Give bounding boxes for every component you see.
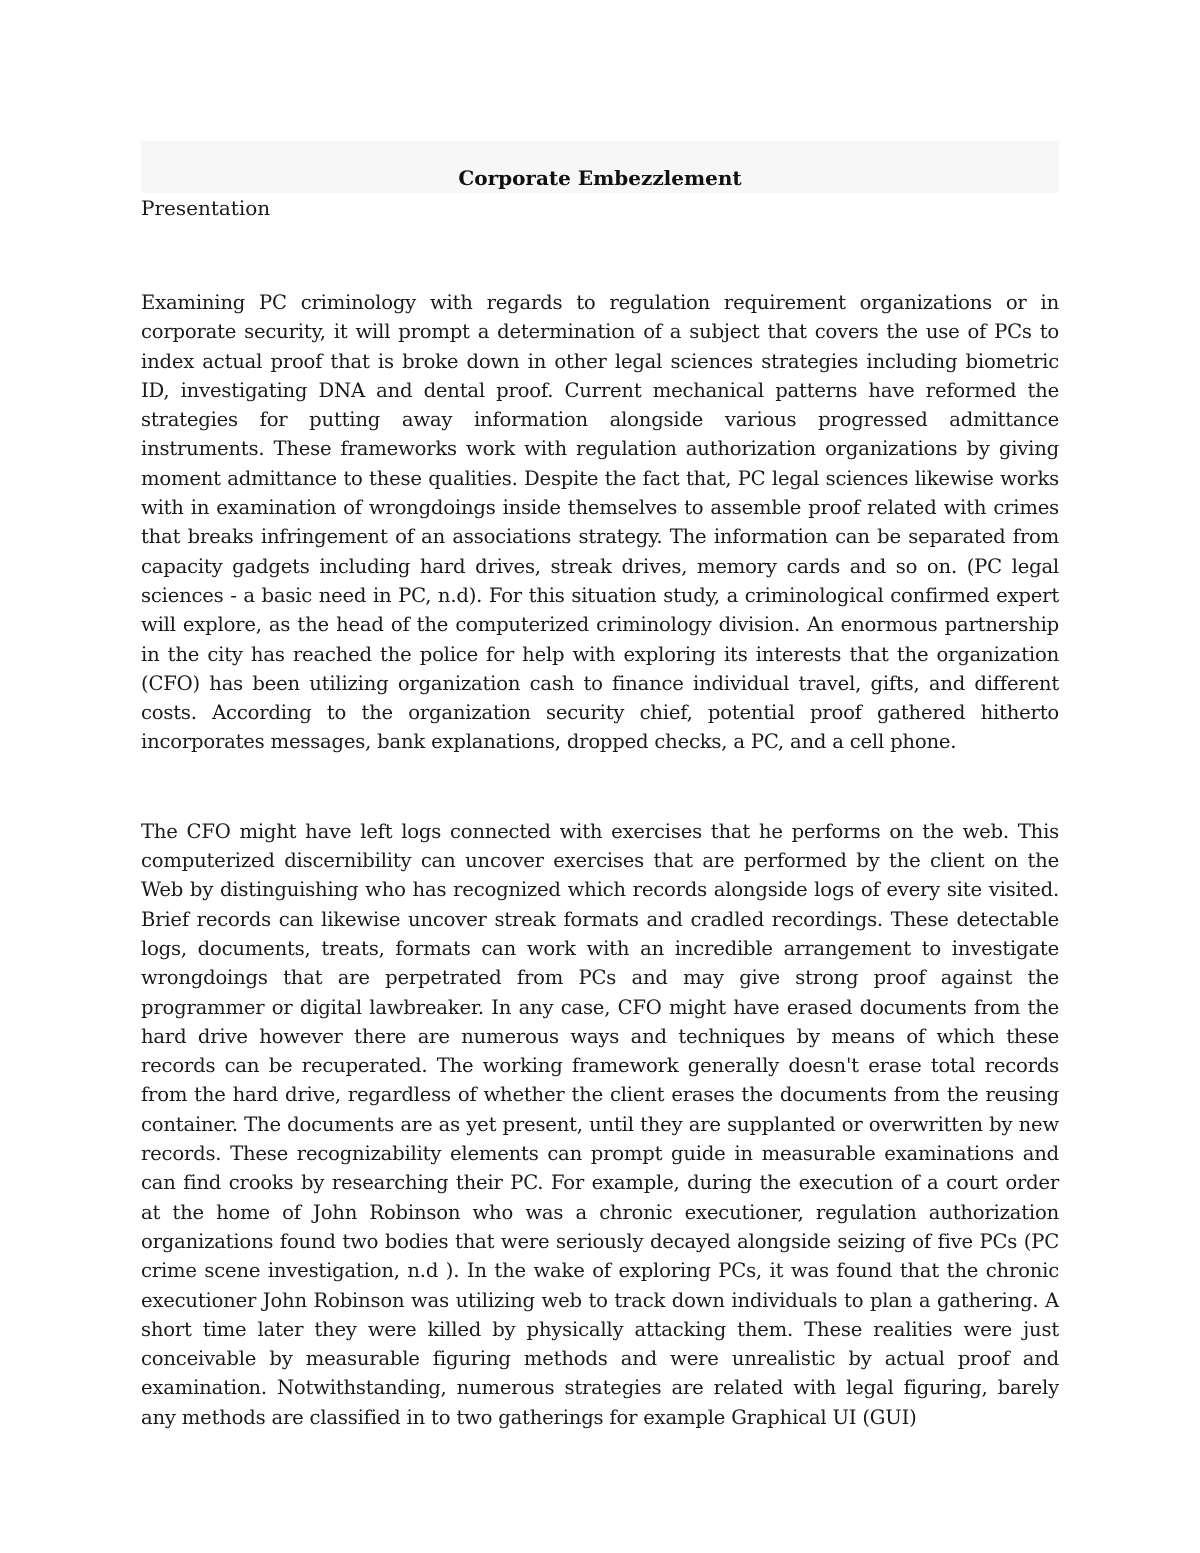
paragraph-1: Examining PC criminology with regards to regulation requirement organizations or in corporate security, it will prompt a determination of a subject that covers the use of PCs to index actual proof that is broke down in other legal sciences strategies including biometric ID, investigating DNA and dental proof. Current mechanical patterns have reformed the strategies for putting away information alongside various progressed admittance instruments. These frameworks work with regulation authorization organizations by giving moment admittance to these qualities. Despite the fact that, PC legal sciences likewise works with in examination of wrongdoings inside themselves to assemble proof related with crimes that breaks infringement of an associations strategy. The information can be separated from capacity gadgets including hard drives, streak drives, memory cards and so on. (PC legal sciences - a basic need in PC, n.d). For this situation study, a criminological confirmed expert will explore, as the head of the computerized criminology division. An enormous partnership in the city has reached the police for help with exploring its interests that the organization (CFO) has been utilizing organization cash to finance individual travel, gifts, and different costs. According to the organization security chief, potential proof gathered hitherto incorporates messages, bank explanations, dropped checks, a PC, and a cell phone.: [141, 291, 1059, 754]
section-heading: Presentation: [141, 196, 271, 220]
document-title: Corporate Embezzlement: [458, 166, 742, 190]
paragraph-2: The CFO might have left logs connected with exercises that he performs on the web. This computerized discernibility can uncover exercises that are performed by the client on the Web by distinguishing who has recognized which records alongside logs of every site visited. Brief records can likewise uncover streak formats and cradled recordings. These detectable logs, documents, treats, formats can work with an incredible arrangement to investigate wrongdoings that are perpetrated from PCs and may give strong proof against the programmer or digital lawbreaker. In any case, CFO might have erased documents from the hard drive however there are numerous ways and techniques by means of which these records can be recuperated. The working framework generally doesn't erase total records from the hard drive, regardless of whether the client erases the documents from the reusing container. The documents are as yet present, until they are supplanted or overwritten by new records. These recognizability elements can prompt guide in measurable examinations and can find crooks by researching their PC. For example, during the execution of a court order at the home of John Robinson who was a chronic executioner, regulation authorization organizations found two bodies that were seriously decayed alongside seizing of five PCs (PC crime scene investigation, n.d ). In the wake of exploring PCs, it was found that the chronic executioner John Robinson was utilizing web to track down individuals to plan a gathering. A short time later they were killed by physically attacking them. These realities were just conceivable by measurable figuring methods and were unrealistic by actual proof and examination. Notwithstanding, numerous strategies are related with legal figuring, barely any methods are classified in to two gatherings for example Graphical UI (GUI): [141, 819, 1059, 1429]
title-band: [141, 141, 1059, 193]
document-page: [141, 141, 1059, 1432]
